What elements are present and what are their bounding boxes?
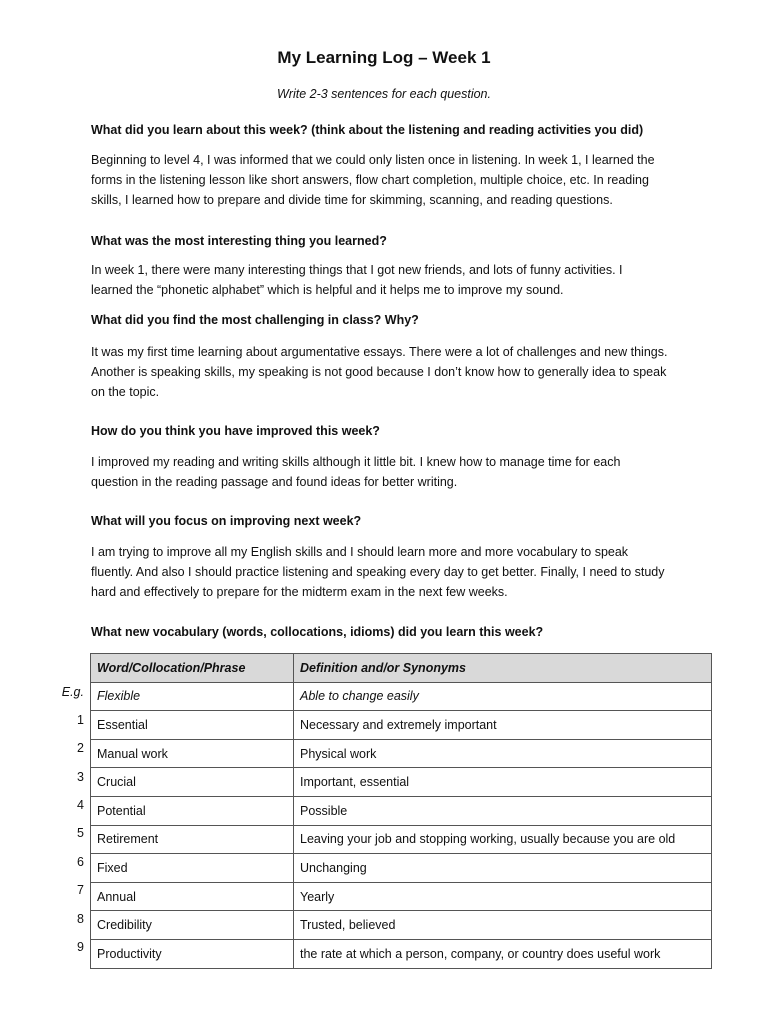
- vocab-definition: Leaving your job and stopping working, usually because you are old: [294, 825, 712, 854]
- answer-line: skills, I learned how to prepare and divide time for skimming, scanning, and reading questions.: [91, 193, 613, 207]
- answer-5: [91, 542, 691, 602]
- vocab-definition: Trusted, believed: [294, 911, 712, 940]
- vocab-word: Productivity: [91, 939, 294, 968]
- vocab-definition: Possible: [294, 796, 712, 825]
- answer-line: I improved my reading and writing skills although it little bit. I knew how to manage time for each: [91, 455, 621, 469]
- vocab-definition: Yearly: [294, 882, 712, 911]
- answer-line: Beginning to level 4, I was informed that we could only listen once in listening. In week 1, I learned the: [91, 153, 655, 167]
- vocabulary-table: [90, 653, 712, 969]
- vocab-word: Flexible: [91, 682, 294, 711]
- page-subtitle: Write 2-3 sentences for each question.: [276, 87, 491, 101]
- answer-4: [91, 452, 691, 492]
- question-3: What did you find the most challenging in class? Why?: [91, 313, 419, 327]
- answer-line: forms in the listening lesson like short answers, flow chart completion, multiple choice, etc. In reading: [91, 173, 649, 187]
- answer-line: In week 1, there were many interesting things that I got new friends, and lots of funny activities. I: [91, 263, 623, 277]
- vocab-word: Manual work: [91, 739, 294, 768]
- table-row: [91, 711, 712, 740]
- question-5: What will you focus on improving next week?: [91, 514, 362, 528]
- answer-line: Another is speaking skills, my speaking is not good because I don’t know how to generally idea to speak: [91, 365, 667, 379]
- vocab-definition: Physical work: [294, 739, 712, 768]
- vocab-word: Potential: [91, 796, 294, 825]
- vocab-definition: Necessary and extremely important: [294, 711, 712, 740]
- row-number: 2: [77, 741, 84, 755]
- row-number: 3: [77, 770, 84, 784]
- row-number: E.g.: [61, 685, 84, 699]
- table-row: [91, 682, 712, 711]
- answer-line: on the topic.: [91, 385, 160, 399]
- question-1: What did you learn about this week? (think about the listening and reading activities you did): [91, 123, 644, 137]
- row-number: 4: [77, 798, 84, 812]
- vocab-definition: the rate at which a person, company, or country does useful work: [294, 939, 712, 968]
- column-header-word: Word/Collocation/Phrase: [91, 654, 294, 683]
- vocab-definition: Unchanging: [294, 854, 712, 883]
- vocab-word: Credibility: [91, 911, 294, 940]
- question-6: What new vocabulary (words, collocations, idioms) did you learn this week?: [91, 625, 544, 639]
- question-4: How do you think you have improved this week?: [91, 424, 380, 438]
- question-2: What was the most interesting thing you learned?: [91, 234, 387, 248]
- answer-line: fluently. And also I should practice listening and speaking every day to get better. Finally, I need to study: [91, 565, 665, 579]
- answer-line: It was my first time learning about argumentative essays. There were a lot of challenges and new things.: [91, 345, 668, 359]
- answer-line: I am trying to improve all my English skills and I should learn more and more vocabulary to speak: [91, 545, 629, 559]
- vocab-word: Essential: [91, 711, 294, 740]
- table-row: [91, 882, 712, 911]
- vocab-definition: Able to change easily: [294, 682, 712, 711]
- vocab-word: Retirement: [91, 825, 294, 854]
- row-number: 8: [77, 912, 84, 926]
- table-row: [91, 796, 712, 825]
- row-number: 9: [77, 940, 84, 954]
- page-title: My Learning Log – Week 1: [277, 48, 491, 67]
- table-row: [91, 939, 712, 968]
- table-row: [91, 911, 712, 940]
- row-number: 5: [77, 826, 84, 840]
- answer-line: hard and effectively to prepare for the midterm exam in the next few weeks.: [91, 585, 508, 599]
- answer-line: question in the reading passage and found ideas for better writing.: [91, 475, 458, 489]
- vocab-definition: Important, essential: [294, 768, 712, 797]
- column-header-definition: Definition and/or Synonyms: [294, 654, 712, 683]
- table-row: [91, 768, 712, 797]
- answer-3: [91, 342, 691, 402]
- table-row: [91, 825, 712, 854]
- row-number: 7: [77, 883, 84, 897]
- row-number: 1: [77, 713, 84, 727]
- vocab-word: Fixed: [91, 854, 294, 883]
- table-row: [91, 854, 712, 883]
- answer-1: [91, 150, 691, 210]
- table-row: [91, 739, 712, 768]
- vocab-word: Crucial: [91, 768, 294, 797]
- row-number: 6: [77, 855, 84, 869]
- table-header-row: [91, 654, 712, 683]
- answer-2: [91, 260, 691, 300]
- vocab-word: Annual: [91, 882, 294, 911]
- answer-line: learned the “phonetic alphabet” which is helpful and it helps me to improve my sound.: [91, 283, 564, 297]
